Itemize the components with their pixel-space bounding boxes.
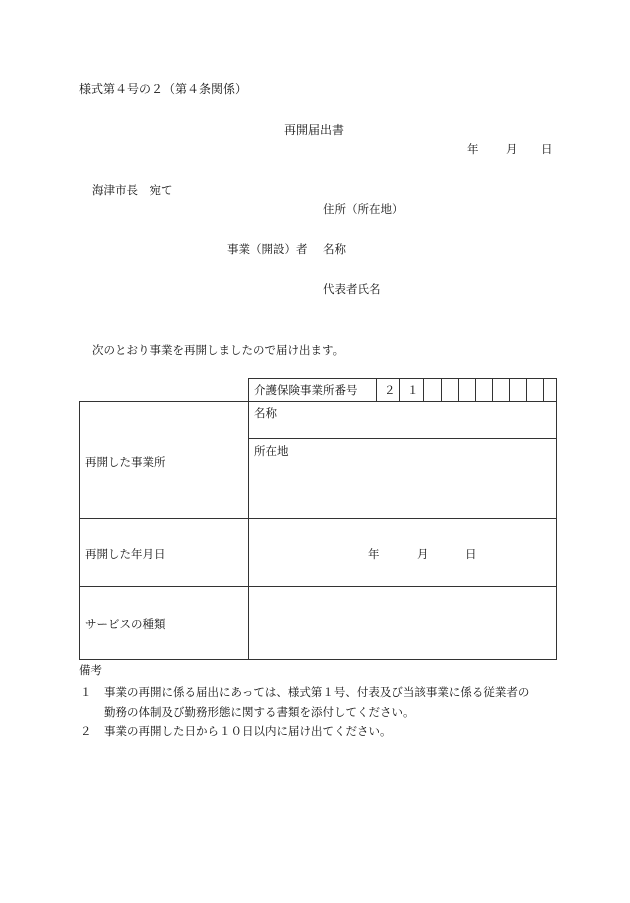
office-number-digit-1[interactable]: ２ (384, 383, 396, 397)
reopened-year-label: 年 (368, 547, 380, 561)
office-number-digit-2[interactable]: １ (407, 383, 419, 397)
remarks-heading: 備考 (79, 663, 102, 677)
reopened-office-label: 再開した事業所 (85, 455, 166, 469)
representative-label: 代表者氏名 (323, 282, 381, 296)
date-year-label: 年 (467, 142, 479, 156)
applicant-role-label: 事業（開設）者 (227, 242, 308, 256)
reopened-date-label: 再開した年月日 (85, 547, 166, 561)
office-name-label: 名称 (254, 406, 277, 420)
service-type-label: サービスの種類 (85, 617, 166, 631)
remark-2-number: ２ (80, 724, 92, 738)
date-day-label: 日 (541, 142, 553, 156)
date-month-label: 月 (506, 142, 518, 156)
office-location-label: 所在地 (254, 444, 289, 458)
address-label: 住所（所在地） (323, 202, 404, 216)
office-number-label: 介護保険事業所番号 (254, 383, 358, 397)
applicant-name-label: 名称 (323, 242, 346, 256)
remark-1-number: １ (80, 685, 92, 699)
form-number: 様式第４号の２（第４条関係） (79, 82, 248, 96)
document-title: 再開届出書 (284, 123, 345, 137)
reopened-day-label: 日 (465, 547, 477, 561)
remark-1-line-2: 勤務の体制及び勤務形態に関する書類を添付してください。 (104, 705, 415, 719)
reopened-month-label: 月 (417, 547, 429, 561)
remark-1-line-1: 事業の再開に係る届出にあっては、様式第１号、付表及び当該事業に係る従業者の (104, 685, 530, 699)
remark-2-line-1: 事業の再開した日から１０日以内に届け出てください。 (104, 724, 392, 738)
statement: 次のとおり事業を再開しましたので届け出ます。 (92, 343, 345, 357)
addressee: 海津市長 宛て (92, 183, 173, 197)
